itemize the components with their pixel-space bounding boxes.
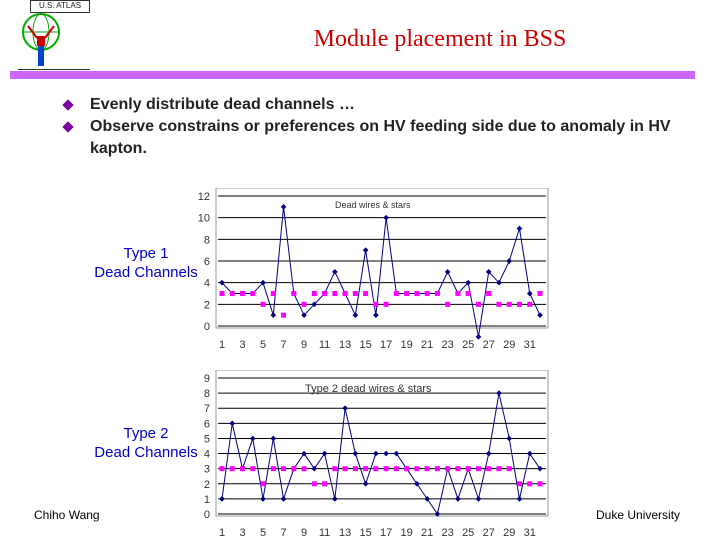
chart2-series1-point — [322, 451, 328, 457]
chart1-series2-point — [312, 291, 317, 296]
chart1-x-tick-label: 29 — [503, 339, 516, 351]
title-divider-bar — [10, 71, 695, 79]
chart1-series2-point — [384, 302, 389, 307]
chart2-series2-point — [517, 481, 522, 486]
chart1-series2-point — [496, 302, 501, 307]
chart1-series1-point — [332, 269, 338, 275]
chart1-series2-point — [281, 313, 286, 318]
chart1-series2-point — [220, 291, 225, 296]
chart2-x-tick-label: 11 — [318, 527, 331, 538]
chart2-series2-point — [404, 466, 409, 471]
chart1-label — [86, 244, 206, 282]
chart2-series1-point — [414, 481, 420, 487]
chart1-series2-point — [322, 291, 327, 296]
chart2-series1-point — [363, 481, 369, 487]
chart1-x-tick-label: 7 — [280, 339, 287, 351]
chart2-series2-point — [302, 466, 307, 471]
chart1-series2-point — [425, 291, 430, 296]
chart1-series1-point — [517, 226, 523, 232]
chart1-x-tick-label: 13 — [338, 339, 352, 351]
chart2-title: Type 2 dead wires & stars — [305, 383, 432, 395]
chart1-x-tick-label: 17 — [380, 339, 393, 351]
chart2-series2-point — [230, 466, 235, 471]
chart2-series1-point — [455, 496, 461, 502]
chart2-x-tick-label: 7 — [280, 527, 287, 538]
chart2-series1-point — [301, 451, 307, 457]
chart1-series2-point — [466, 291, 471, 296]
chart1-x-tick-label: 15 — [359, 339, 372, 351]
chart2-series2-point — [250, 466, 255, 471]
chart2-series1-point — [373, 451, 379, 457]
chart2-svg — [190, 370, 560, 538]
chart1-series1-line — [222, 207, 540, 337]
chart2-series2-point — [353, 466, 358, 471]
chart2-series2-point — [312, 481, 317, 486]
chart2-series2-point — [507, 466, 512, 471]
chart2-x-tick-label: 29 — [503, 527, 516, 538]
footer-right: Duke University — [596, 508, 681, 522]
us-atlas-logo — [8, 0, 84, 72]
chart1-label-line2: Dead Channels — [94, 264, 198, 281]
chart2-y-tick-label: 2 — [203, 478, 210, 491]
chart2-x-tick-label: 5 — [259, 527, 267, 538]
chart2-series2-point — [261, 481, 266, 486]
chart2-series1-point — [332, 496, 338, 502]
chart2-x-tick-label: 19 — [400, 527, 413, 538]
chart2-series2-point — [240, 466, 245, 471]
chart2-x-tick-label: 23 — [441, 527, 454, 538]
chart1-series2-point — [353, 291, 358, 296]
chart2-series2-point — [476, 466, 481, 471]
bullet-text: Observe constrains or preferences on HV feeding side due to anomaly in HV kapton. — [90, 118, 671, 157]
chart1-series2-point — [394, 291, 399, 296]
chart2-y-tick-label: 0 — [203, 509, 210, 521]
chart2-series2-point — [373, 466, 378, 471]
chart1-series2-point — [527, 302, 532, 307]
chart1-series2-point — [363, 291, 368, 296]
chart1-series2-point — [476, 302, 481, 307]
chart1-x-tick-label: 19 — [400, 339, 413, 351]
chart1-series2-point — [414, 291, 419, 296]
chart1-x-tick-label: 9 — [301, 339, 308, 351]
chart1-series2-point — [343, 291, 348, 296]
chart1-y-tick-label: 6 — [203, 256, 210, 268]
chart2-series1-point — [496, 390, 502, 396]
chart1-series2-point — [261, 302, 266, 307]
chart1-series1-point — [353, 312, 359, 318]
chart1-series1-point — [363, 247, 369, 253]
chart1-y-tick-label: 12 — [197, 191, 210, 203]
chart1-x-tick-label: 31 — [523, 339, 536, 351]
chart1-series1-point — [506, 258, 512, 264]
bullet-text: Evenly distribute dead channels … — [90, 96, 355, 113]
chart2-series2-point — [291, 466, 296, 471]
chart2-y-tick-label: 9 — [203, 373, 210, 385]
chart2-y-tick-label: 3 — [203, 463, 210, 476]
chart2-series2-point — [466, 466, 471, 471]
chart1-series2-point — [230, 291, 235, 296]
chart1-series2-point — [538, 291, 543, 296]
chart2-series2-point — [425, 466, 430, 471]
chart1-series2-point — [291, 291, 296, 296]
atlas-figure-icon — [8, 0, 84, 72]
chart1-series2-point — [373, 302, 378, 307]
chart1-x-tick-label: 3 — [239, 339, 246, 351]
chart1-y-tick-label: 2 — [203, 299, 210, 312]
chart1-series1-point — [445, 269, 451, 275]
chart2-series2-point — [455, 466, 460, 471]
chart1-series1-point — [270, 312, 276, 318]
chart1-x-tick-label: 5 — [259, 339, 267, 351]
chart2-series1-point — [260, 496, 266, 502]
chart2-series2-point — [220, 466, 225, 471]
chart2-y-tick-label: 1 — [203, 493, 210, 506]
bullet-diamond-icon — [62, 121, 73, 132]
bullet-item — [62, 116, 702, 160]
chart2-x-tick-label: 17 — [380, 527, 393, 538]
chart2-x-tick-label: 3 — [239, 527, 246, 538]
chart1-x-tick-label: 21 — [421, 339, 434, 351]
chart2-series2-point — [332, 466, 337, 471]
chart2-x-tick-label: 1 — [218, 527, 226, 538]
chart1-svg — [190, 188, 560, 354]
chart2-series1-point — [219, 496, 225, 502]
chart1-series1-point — [537, 312, 543, 318]
chart2-x-tick-label: 27 — [482, 527, 495, 538]
chart2-y-tick-label: 8 — [203, 388, 210, 401]
chart2-series2-point — [414, 466, 419, 471]
chart1-x-tick-label: 27 — [482, 339, 495, 351]
chart1-series2-point — [455, 291, 460, 296]
chart2-series2-point — [322, 481, 327, 486]
bullet-item — [62, 94, 702, 116]
chart2-label — [86, 424, 206, 462]
chart2-y-tick-label: 4 — [203, 448, 210, 461]
chart1-series1-point — [383, 215, 389, 221]
chart1-series1-point — [527, 291, 533, 297]
page-title: Module placement in BSS — [313, 26, 567, 52]
chart1-series1-point — [476, 334, 482, 340]
chart2-series1-point — [250, 436, 256, 442]
chart2-series1-point — [486, 451, 492, 457]
chart2-y-tick-label: 7 — [203, 403, 210, 416]
chart2-series1-point — [424, 496, 430, 502]
chart2-series1-point — [506, 436, 512, 442]
chart1-series2-point — [250, 291, 255, 296]
chart2-series1-point — [311, 466, 317, 472]
chart1-series2-point — [332, 291, 337, 296]
chart2-series1-point — [342, 405, 348, 411]
chart2-series1-point — [527, 451, 533, 457]
chart1-series1-point — [281, 204, 287, 210]
chart1-label-line1: Type 1 — [123, 245, 169, 262]
chart2-series1-point — [281, 496, 287, 502]
chart1-series2-point — [435, 291, 440, 296]
chart2-series1-point — [270, 436, 276, 442]
chart1-series2-point — [486, 291, 491, 296]
chart1-y-tick-label: 4 — [203, 277, 210, 290]
footer-left: Chiho Wang — [34, 508, 100, 522]
chart2-x-tick-label: 21 — [421, 527, 434, 538]
chart2-series1-point — [353, 451, 359, 457]
chart2-series1-point — [394, 451, 400, 457]
bullet-diamond-icon — [62, 99, 73, 110]
chart1-y-tick-label: 10 — [197, 212, 210, 225]
chart2-y-tick-label: 6 — [203, 418, 210, 431]
chart2-x-tick-label: 9 — [301, 527, 308, 538]
chart2-series2-point — [343, 466, 348, 471]
chart1-series2-point — [240, 291, 245, 296]
chart1-y-tick-label: 8 — [203, 234, 210, 247]
chart2-series1-point — [383, 451, 389, 457]
chart2-series2-point — [496, 466, 501, 471]
chart2-x-tick-label: 15 — [359, 527, 372, 538]
chart2-series2-point — [486, 466, 491, 471]
chart2-series2-point — [394, 466, 399, 471]
chart2-label-line1: Type 2 — [123, 425, 169, 442]
chart2-series2-point — [363, 466, 368, 471]
logo-underline — [18, 69, 90, 70]
chart1-series2-point — [445, 302, 450, 307]
chart2-series1-point — [537, 466, 543, 472]
chart2-x-tick-label: 31 — [523, 527, 536, 538]
chart2-series2-point — [538, 481, 543, 486]
chart2-series2-point — [271, 466, 276, 471]
chart2-y-tick-label: 5 — [203, 433, 210, 446]
chart2-series2-point — [435, 466, 440, 471]
chart2-x-tick-label: 25 — [462, 527, 475, 538]
chart1-y-tick-label: 0 — [203, 321, 210, 333]
chart1-title: Dead wires & stars — [335, 200, 411, 210]
logo-text: U.S. ATLAS — [30, 0, 90, 13]
chart1-series1-point — [373, 312, 379, 318]
chart1-series2-point — [404, 291, 409, 296]
chart2-series1-point — [476, 496, 482, 502]
chart1-series2-point — [271, 291, 276, 296]
chart1-series2-point — [517, 302, 522, 307]
chart2-series2-point — [384, 466, 389, 471]
chart1-series2-point — [507, 302, 512, 307]
chart2-series2-point — [281, 466, 286, 471]
chart1-x-tick-label: 23 — [441, 339, 454, 351]
chart1-series2-point — [302, 302, 307, 307]
chart2-series1-point — [229, 421, 235, 427]
chart1-x-tick-label: 1 — [218, 339, 226, 351]
chart2-series2-point — [527, 481, 532, 486]
chart1-x-tick-label: 25 — [462, 339, 475, 351]
chart1-x-tick-label: 11 — [318, 339, 331, 351]
chart2-x-tick-label: 13 — [338, 527, 352, 538]
chart2-series1-point — [517, 496, 523, 502]
bullet-list — [62, 94, 702, 160]
chart2-label-line2: Dead Channels — [94, 444, 198, 461]
chart2-series2-point — [445, 466, 450, 471]
